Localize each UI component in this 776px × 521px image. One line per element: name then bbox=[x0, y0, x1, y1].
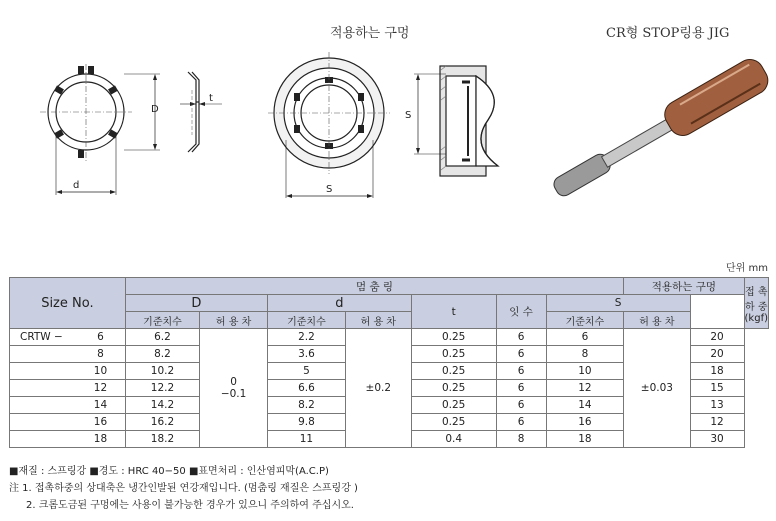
d-cell: 9.8 bbox=[268, 414, 346, 431]
S-cell: 12 bbox=[546, 380, 624, 397]
S-cell: 10 bbox=[546, 363, 624, 380]
size-cell: 10 bbox=[76, 363, 125, 380]
row-prefix: CRTW − bbox=[10, 329, 77, 346]
S-cell: 16 bbox=[546, 414, 624, 431]
teeth-cell: 6 bbox=[496, 397, 546, 414]
size-header: Size No. bbox=[10, 278, 126, 329]
dim-S-front-label: S bbox=[326, 184, 333, 195]
load-cell: 13 bbox=[690, 397, 744, 414]
D-tolerance-header: 허 용 차 bbox=[200, 312, 268, 329]
load-cell: 12 bbox=[690, 414, 744, 431]
hole-group-header: 적용하는 구멍 bbox=[624, 278, 744, 295]
load-cell: 20 bbox=[690, 346, 744, 363]
teeth-cell: 8 bbox=[496, 431, 546, 448]
size-cell: 14 bbox=[76, 397, 125, 414]
S-cell: 14 bbox=[546, 397, 624, 414]
load-cell: 20 bbox=[690, 329, 744, 346]
t-cell: 0.25 bbox=[411, 346, 496, 363]
D-cell: 14.2 bbox=[125, 397, 199, 414]
D-nominal-header: 기준치수 bbox=[125, 312, 199, 329]
S-header: S bbox=[546, 295, 690, 312]
ring-group-header: 멈 춤 링 bbox=[125, 278, 623, 295]
load-cell: 30 bbox=[690, 431, 744, 448]
unit-label: 단위 mm bbox=[726, 263, 768, 274]
d-cell: 5 bbox=[268, 363, 346, 380]
dim-t-label: t bbox=[209, 93, 213, 104]
load-cell: 15 bbox=[690, 380, 744, 397]
D-cell: 6.2 bbox=[125, 329, 199, 346]
note-1: 注 1. 접촉하중의 상대축은 냉간인발된 연강재입니다. (멈춤링 재질은 스프링강 ) bbox=[9, 483, 358, 494]
D-cell: 10.2 bbox=[125, 363, 199, 380]
t-cell: 0.25 bbox=[411, 397, 496, 414]
dim-S-side-label: S bbox=[405, 110, 412, 121]
spec-table bbox=[9, 277, 769, 448]
S-cell: 18 bbox=[546, 431, 624, 448]
table-row bbox=[10, 329, 769, 346]
d-nominal-header: 기준치수 bbox=[268, 312, 346, 329]
d-cell: 11 bbox=[268, 431, 346, 448]
d-tolerance-header: 허 용 차 bbox=[345, 312, 411, 329]
teeth-header: 잇 수 bbox=[496, 295, 546, 329]
d-cell: 3.6 bbox=[268, 346, 346, 363]
S-nominal-header: 기준치수 bbox=[546, 312, 624, 329]
dim-D-label: D bbox=[151, 104, 159, 115]
t-cell: 0.25 bbox=[411, 380, 496, 397]
t-cell: 0.25 bbox=[411, 414, 496, 431]
S-cell: 8 bbox=[546, 346, 624, 363]
size-cell: 16 bbox=[76, 414, 125, 431]
note-2: 2. 크롬도금된 구멍에는 사용이 불가능한 경우가 있으니 주의하여 주십시오. bbox=[26, 500, 354, 511]
hole-section-view bbox=[414, 66, 498, 176]
jig-tool-illustration bbox=[547, 54, 773, 205]
applicable-hole-title: 적용하는 구멍 bbox=[330, 26, 410, 41]
D-cell: 16.2 bbox=[125, 414, 199, 431]
t-header: t bbox=[411, 295, 496, 329]
D-cell: 12.2 bbox=[125, 380, 199, 397]
ring-side-view bbox=[180, 72, 222, 152]
D-header: D bbox=[125, 295, 267, 312]
d-tolerance-cell: ±0.2 bbox=[345, 329, 411, 448]
t-cell: 0.4 bbox=[411, 431, 496, 448]
d-header: d bbox=[268, 295, 412, 312]
load-cell: 18 bbox=[690, 363, 744, 380]
t-cell: 0.25 bbox=[411, 363, 496, 380]
size-cell: 8 bbox=[76, 346, 125, 363]
size-cell: 12 bbox=[76, 380, 125, 397]
jig-title: CR형 STOP링용 JIG bbox=[606, 26, 730, 41]
D-tolerance-cell: 0 −0.1 bbox=[200, 329, 268, 448]
teeth-cell: 6 bbox=[496, 414, 546, 431]
d-cell: 2.2 bbox=[268, 329, 346, 346]
note-material: ■재질 : 스프링강 ■경도 : HRC 40−50 ■표면처리 : 인산염피막(A.C.P) bbox=[9, 466, 329, 477]
load-header: 접 촉 하 중 (kgf) bbox=[744, 278, 768, 329]
t-cell: 0.25 bbox=[411, 329, 496, 346]
hole-front-view bbox=[268, 52, 390, 198]
technical-drawings bbox=[0, 40, 776, 255]
teeth-cell: 6 bbox=[496, 329, 546, 346]
S-cell: 6 bbox=[546, 329, 624, 346]
d-cell: 8.2 bbox=[268, 397, 346, 414]
notes bbox=[9, 463, 358, 514]
size-cell: 6 bbox=[76, 329, 125, 346]
ring-front-view bbox=[40, 64, 160, 195]
d-cell: 6.6 bbox=[268, 380, 346, 397]
size-cell: 18 bbox=[76, 431, 125, 448]
teeth-cell: 6 bbox=[496, 380, 546, 397]
D-cell: 8.2 bbox=[125, 346, 199, 363]
S-tolerance-header: 허 용 차 bbox=[624, 312, 690, 329]
S-tolerance-cell: ±0.03 bbox=[624, 329, 690, 448]
dim-d-label: d bbox=[73, 180, 80, 191]
teeth-cell: 6 bbox=[496, 346, 546, 363]
D-cell: 18.2 bbox=[125, 431, 199, 448]
teeth-cell: 6 bbox=[496, 363, 546, 380]
